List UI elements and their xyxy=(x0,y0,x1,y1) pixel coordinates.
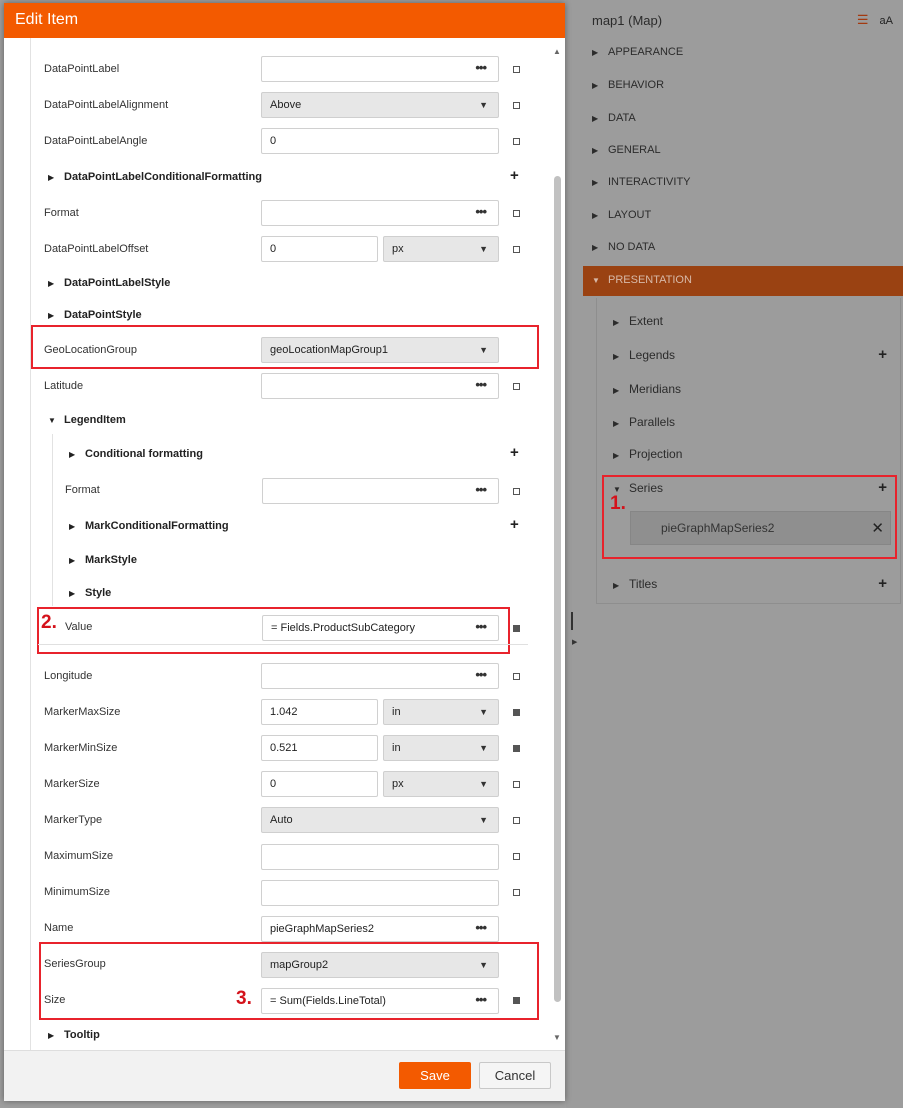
reset-icon[interactable] xyxy=(513,673,520,680)
markersize-unit-select[interactable]: px ▼ xyxy=(383,771,499,797)
add-icon[interactable]: + xyxy=(510,516,519,533)
presentation-parallels[interactable]: ▶ Parallels xyxy=(613,415,676,429)
ellipsis-icon[interactable]: ••• xyxy=(475,619,486,634)
chevron-down-icon: ▼ xyxy=(479,743,488,753)
label-longitude: Longitude xyxy=(44,670,93,682)
reset-icon[interactable] xyxy=(513,625,520,632)
add-icon[interactable]: + xyxy=(510,444,519,461)
highlight-geolocationgroup xyxy=(31,325,539,369)
section-divider xyxy=(38,644,528,645)
ellipsis-icon[interactable]: ••• xyxy=(475,377,486,392)
highlight-seriesgroup-size xyxy=(39,942,539,1020)
name-input[interactable]: pieGraphMapSeries2 ••• xyxy=(261,916,499,942)
group-datapointlabelstyle[interactable]: ▶ DataPointLabelStyle xyxy=(48,277,171,289)
label-markermaxsize: MarkerMaxSize xyxy=(44,706,121,718)
group-legenditem[interactable]: ▼ LegendItem xyxy=(48,414,126,426)
expand-triangle-icon: ▶ xyxy=(592,211,599,220)
latitude-input[interactable] xyxy=(261,373,499,399)
reset-icon[interactable] xyxy=(513,781,520,788)
expand-triangle-icon: ▶ xyxy=(48,279,55,288)
expand-triangle-icon: ▶ xyxy=(69,589,76,598)
annotation-2: 2. xyxy=(41,612,57,633)
reset-icon[interactable] xyxy=(513,246,520,253)
label-size: Size xyxy=(44,994,66,1006)
datapointlabelalignment-select[interactable]: Above ▼ xyxy=(261,92,499,118)
chevron-down-icon: ▼ xyxy=(479,707,488,717)
group-markstyle[interactable]: ▶ MarkStyle xyxy=(69,554,137,566)
expand-triangle-icon: ▶ xyxy=(592,243,599,252)
label-datapointlabeloffset: DataPointLabelOffset xyxy=(44,243,149,255)
expand-triangle-icon: ▶ xyxy=(69,556,76,565)
expand-triangle-icon: ▶ xyxy=(613,386,620,395)
group-tooltip[interactable]: ▶ Tooltip xyxy=(48,1029,100,1041)
group-style[interactable]: ▶ Style xyxy=(69,587,112,599)
annotation-1: 1. xyxy=(610,493,626,514)
scroll-up-icon[interactable]: ▲ xyxy=(553,47,561,56)
expand-triangle-icon: ▶ xyxy=(613,581,620,590)
reset-icon[interactable] xyxy=(513,889,520,896)
ellipsis-icon[interactable]: ••• xyxy=(475,992,486,1007)
properties-title: map1 (Map) xyxy=(592,13,663,28)
chevron-down-icon: ▼ xyxy=(479,779,488,789)
expand-triangle-icon: ▶ xyxy=(613,419,620,428)
dialog-body xyxy=(4,38,565,1050)
font-size-icon[interactable]: aA xyxy=(879,15,893,27)
cancel-button[interactable]: Cancel xyxy=(479,1062,551,1089)
label-seriesgroup: SeriesGroup xyxy=(44,958,106,970)
label-datapointlabelangle: DataPointLabelAngle xyxy=(44,135,148,147)
label-maximumsize: MaximumSize xyxy=(44,850,114,862)
datapointlabel-input[interactable] xyxy=(261,56,499,82)
properties-panel xyxy=(566,0,903,1108)
datapointlabelangle-input[interactable]: 0 xyxy=(261,128,499,154)
presentation-series[interactable]: ▼ Series xyxy=(613,481,664,495)
category-appearance[interactable]: ▶ APPEARANCE xyxy=(592,46,684,58)
ellipsis-icon[interactable]: ••• xyxy=(475,920,486,935)
seriesgroup-select[interactable]: mapGroup2 ▼ xyxy=(261,952,499,978)
label-markersize: MarkerSize xyxy=(44,778,100,790)
chevron-down-icon: ▼ xyxy=(479,345,488,355)
highlight-series xyxy=(602,475,897,559)
series-item[interactable]: pieGraphMapSeries2 ✕ xyxy=(630,511,891,545)
remove-series-icon[interactable]: ✕ xyxy=(871,520,884,537)
label-format: Format xyxy=(44,207,79,219)
reset-icon[interactable] xyxy=(513,745,520,752)
sort-icon[interactable]: ☰ xyxy=(856,12,869,27)
label-markerminsize: MarkerMinSize xyxy=(44,742,118,754)
markermaxsize-unit-select[interactable]: in ▼ xyxy=(383,699,499,725)
reset-icon[interactable] xyxy=(513,817,520,824)
category-layout[interactable]: ▶ LAYOUT xyxy=(592,209,652,221)
annotation-3: 3. xyxy=(236,988,252,1009)
markersize-input[interactable]: 0 xyxy=(261,771,378,797)
geolocationgroup-select[interactable]: geoLocationMapGroup1 ▼ xyxy=(261,337,499,363)
expand-triangle-icon: ▶ xyxy=(48,173,55,182)
splitter-arrow-icon[interactable]: ▶ xyxy=(572,639,578,646)
presentation-legends[interactable]: ▶ Legends xyxy=(613,348,676,362)
label-legend-format: Format xyxy=(65,484,100,496)
expand-triangle-icon: ▶ xyxy=(613,318,620,327)
add-series-icon[interactable]: + xyxy=(878,479,887,496)
reset-icon[interactable] xyxy=(513,488,520,495)
datapointlabeloffset-input[interactable]: 0 xyxy=(261,236,378,262)
reset-icon[interactable] xyxy=(513,66,520,73)
reset-icon[interactable] xyxy=(513,210,520,217)
splitter-handle[interactable] xyxy=(571,612,573,630)
ellipsis-icon[interactable]: ••• xyxy=(475,667,486,682)
expand-triangle-icon: ▶ xyxy=(613,352,620,361)
format-input[interactable] xyxy=(261,200,499,226)
ellipsis-icon[interactable]: ••• xyxy=(475,60,486,75)
collapse-triangle-icon: ▼ xyxy=(48,416,56,425)
collapse-triangle-icon: ▼ xyxy=(613,485,621,494)
expand-triangle-icon: ▶ xyxy=(48,311,55,320)
value-input[interactable]: = Fields.ProductSubCategory ••• xyxy=(262,615,499,641)
label-latitude: Latitude xyxy=(44,380,84,392)
expand-triangle-icon: ▶ xyxy=(592,114,599,123)
ellipsis-icon[interactable]: ••• xyxy=(475,482,486,497)
save-button[interactable]: Save xyxy=(399,1062,471,1089)
label-markertype: MarkerType xyxy=(44,814,103,826)
markerminsize-unit-select[interactable]: in ▼ xyxy=(383,735,499,761)
label-minimumsize: MinimumSize xyxy=(44,886,111,898)
chevron-down-icon: ▼ xyxy=(479,960,488,970)
expand-triangle-icon: ▶ xyxy=(592,178,599,187)
expand-triangle-icon: ▶ xyxy=(592,81,599,90)
label-datapointlabel: DataPointLabel xyxy=(44,63,120,75)
reset-icon[interactable] xyxy=(513,383,520,390)
dialog-title: Edit Item xyxy=(4,3,565,38)
category-no-data[interactable]: ▶ NO DATA xyxy=(592,241,656,253)
edit-item-dialog xyxy=(4,3,565,1101)
add-icon[interactable]: + xyxy=(510,167,519,184)
chevron-down-icon: ▼ xyxy=(479,244,488,254)
presentation-projection[interactable]: ▶ Projection xyxy=(613,447,683,461)
indent-guide xyxy=(30,38,31,1050)
category-behavior[interactable]: ▶ BEHAVIOR xyxy=(592,79,665,91)
group-markconditionalformatting[interactable]: ▶ MarkConditionalFormatting xyxy=(69,520,229,532)
expand-triangle-icon: ▶ xyxy=(592,146,599,155)
category-interactivity[interactable]: ▶ INTERACTIVITY xyxy=(592,176,691,188)
legend-format-input[interactable] xyxy=(262,478,499,504)
expand-triangle-icon: ▶ xyxy=(592,48,599,57)
properties-toolbar xyxy=(857,12,893,28)
dialog-footer xyxy=(4,1050,565,1101)
highlight-value xyxy=(37,607,510,654)
reset-icon[interactable] xyxy=(513,709,520,716)
group-datapointstyle[interactable]: ▶ DataPointStyle xyxy=(48,309,142,321)
legenditem-indent-guide xyxy=(52,434,53,606)
category-general[interactable]: ▶ GENERAL xyxy=(592,144,661,156)
expand-triangle-icon: ▶ xyxy=(48,1031,55,1040)
markertype-select[interactable]: Auto ▼ xyxy=(261,807,499,833)
group-datapointlabelconditionalformatting[interactable]: ▶ DataPointLabelConditionalFormatting xyxy=(48,171,262,183)
category-data[interactable]: ▶ DATA xyxy=(592,112,636,124)
minimumsize-input[interactable] xyxy=(261,880,499,906)
label-geolocationgroup: GeoLocationGroup xyxy=(44,344,137,356)
reset-icon[interactable] xyxy=(513,853,520,860)
category-presentation[interactable]: ▼ PRESENTATION xyxy=(583,266,903,296)
datapointlabeloffset-unit-select[interactable]: px ▼ xyxy=(383,236,499,262)
maximumsize-input[interactable] xyxy=(261,844,499,870)
markerminsize-input[interactable]: 0.521 xyxy=(261,735,378,761)
add-legend-icon[interactable]: + xyxy=(878,346,887,363)
size-input[interactable]: = Sum(Fields.LineTotal) ••• xyxy=(261,988,499,1014)
group-conditional-formatting[interactable]: ▶ Conditional formatting xyxy=(69,448,203,460)
markermaxsize-input[interactable]: 1.042 xyxy=(261,699,378,725)
reset-icon[interactable] xyxy=(513,138,520,145)
presentation-titles[interactable]: ▶ Titles xyxy=(613,577,658,591)
ellipsis-icon[interactable]: ••• xyxy=(475,204,486,219)
expand-triangle-icon: ▶ xyxy=(613,451,620,460)
reset-icon[interactable] xyxy=(513,102,520,109)
longitude-input[interactable] xyxy=(261,663,499,689)
scroll-down-icon[interactable]: ▼ xyxy=(553,1033,561,1042)
presentation-extent[interactable]: ▶ Extent xyxy=(613,314,664,328)
expand-triangle-icon: ▶ xyxy=(69,450,76,459)
add-title-icon[interactable]: + xyxy=(878,575,887,592)
label-name: Name xyxy=(44,922,74,934)
expand-triangle-icon: ▶ xyxy=(69,522,76,531)
label-value: Value xyxy=(65,621,93,633)
chevron-down-icon: ▼ xyxy=(479,815,488,825)
label-datapointlabelalignment: DataPointLabelAlignment xyxy=(44,99,169,111)
scrollbar-thumb[interactable] xyxy=(554,176,561,1002)
chevron-down-icon: ▼ xyxy=(479,100,488,110)
collapse-triangle-icon: ▼ xyxy=(592,276,600,285)
presentation-meridians[interactable]: ▶ Meridians xyxy=(613,382,682,396)
